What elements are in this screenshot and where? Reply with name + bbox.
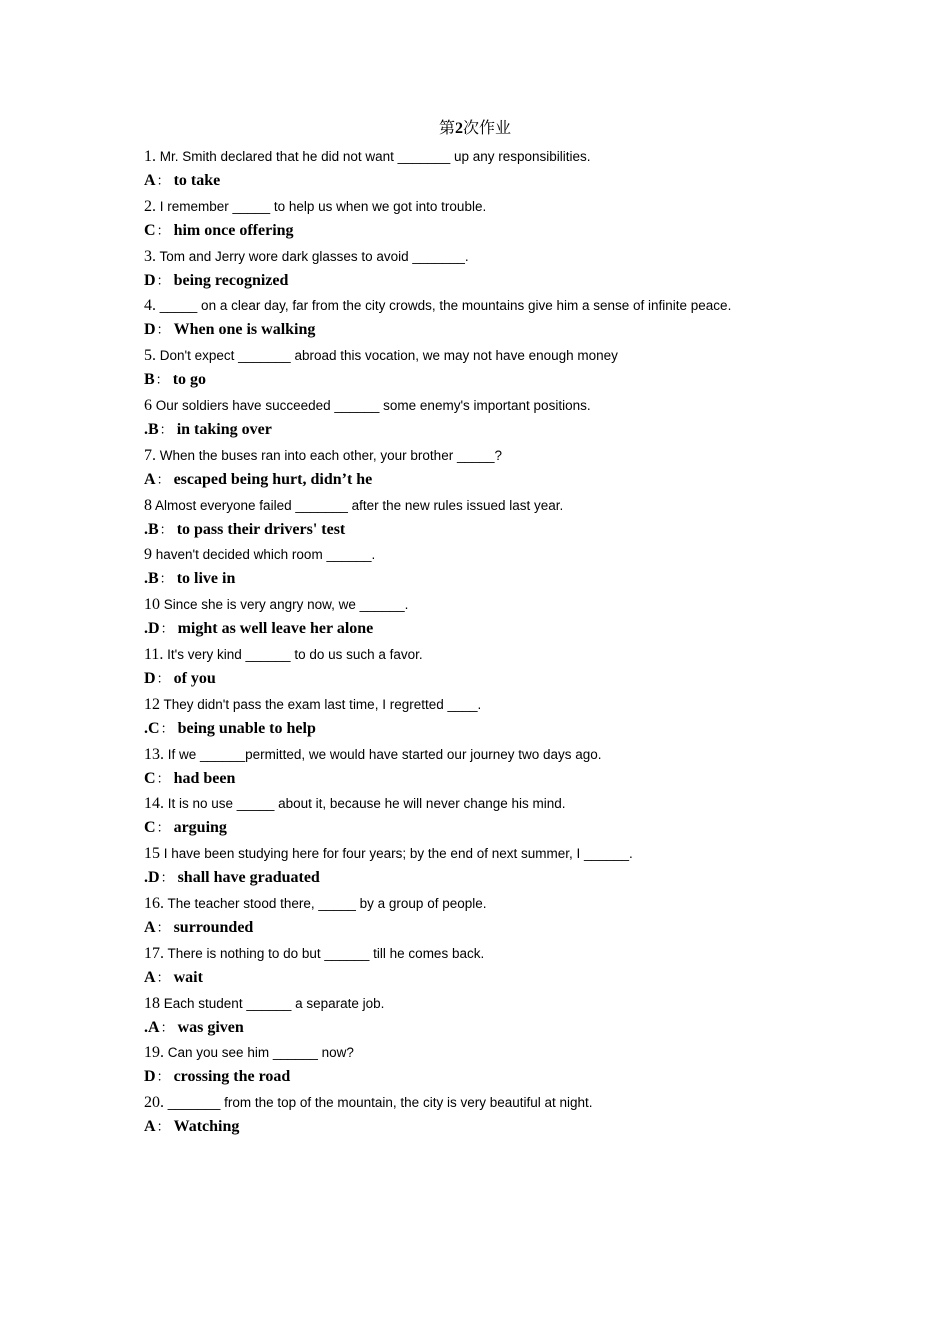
question-number: 15 [144, 845, 160, 863]
answer-separator: ： [156, 970, 170, 986]
answer-letter: .B [144, 570, 159, 588]
answer-letter: D [144, 271, 156, 289]
question-number: 7. [144, 446, 156, 464]
answer-line [144, 169, 220, 193]
question-line [144, 643, 423, 667]
question-text: haven't decided which room ______. [155, 547, 376, 563]
question-line [144, 743, 602, 767]
question-list [144, 145, 844, 1141]
question-item [144, 494, 844, 544]
question-number: 12 [144, 695, 160, 713]
question-number: 4. [144, 297, 156, 315]
answer-text: shall have graduated [177, 869, 320, 887]
question-item [144, 942, 844, 992]
answer-separator: ： [160, 1020, 174, 1036]
answer-letter: .A [144, 1018, 160, 1036]
question-item [144, 792, 844, 842]
question-item [144, 1091, 844, 1141]
question-line [144, 344, 618, 368]
answer-line [144, 1016, 244, 1040]
question-number: 13. [144, 745, 164, 763]
answer-line [144, 717, 316, 741]
question-number: 16. [144, 894, 164, 912]
answer-line [144, 269, 288, 293]
answer-separator: ： [156, 920, 170, 936]
answer-letter: .D [144, 620, 160, 638]
question-item [144, 195, 844, 245]
answer-line [144, 1065, 290, 1089]
answer-text: escaped being hurt, didn’t he [173, 470, 373, 488]
question-item [144, 394, 844, 444]
answer-letter: C [144, 221, 156, 239]
question-text: Tom and Jerry wore dark glasses to avoid _______. [159, 248, 469, 264]
question-line [144, 842, 633, 866]
answer-line [144, 667, 216, 691]
answer-line [144, 567, 235, 591]
question-line [144, 195, 486, 219]
question-line [144, 792, 566, 816]
question-item [144, 1041, 844, 1091]
question-item [144, 693, 844, 743]
answer-letter: C [144, 769, 156, 787]
question-line [144, 494, 563, 518]
answer-letter: A [144, 918, 156, 936]
answer-letter: .C [144, 719, 160, 737]
question-text: They didn't pass the exam last time, I regretted ____. [163, 696, 482, 712]
question-line [144, 543, 375, 567]
question-number: 8 [144, 496, 152, 514]
question-text: _____ on a clear day, far from the city crowds, the mountains give him a sense of infinite peace. [159, 298, 732, 314]
answer-line [144, 916, 253, 940]
question-text: Our soldiers have succeeded ______ some enemy's important positions. [155, 397, 591, 413]
answer-text: being unable to help [177, 719, 316, 737]
question-text: I remember _____ to help us when we got into trouble. [159, 198, 487, 214]
answer-separator: ： [160, 622, 174, 638]
answer-text: was given [177, 1018, 244, 1036]
answer-separator: ： [159, 572, 173, 588]
question-line [144, 444, 502, 468]
answer-text: surrounded [173, 918, 254, 936]
answer-text: had been [173, 769, 236, 787]
question-text: If we ______permitted, we would have started our journey two days ago. [167, 746, 602, 762]
question-item [144, 344, 844, 394]
question-line [144, 394, 591, 418]
answer-text: to pass their drivers' test [176, 520, 346, 538]
question-number: 17. [144, 944, 164, 962]
question-text: Since she is very angry now, we ______. [163, 597, 409, 613]
question-item [144, 992, 844, 1042]
answer-text: crossing the road [173, 1068, 291, 1086]
answer-letter: A [144, 1118, 156, 1136]
question-number: 19. [144, 1044, 164, 1062]
question-line [144, 892, 487, 916]
answer-text: to live in [176, 570, 236, 588]
answer-line [144, 966, 203, 990]
answer-text: might as well leave her alone [177, 620, 374, 638]
question-text: The teacher stood there, _____ by a group of people. [167, 895, 487, 911]
question-line [144, 1041, 354, 1065]
answer-separator: ： [156, 1070, 170, 1086]
question-line [144, 693, 481, 717]
question-text: When the buses ran into each other, your brother _____? [159, 447, 502, 463]
answer-line [144, 617, 373, 641]
answer-separator: ： [159, 422, 173, 438]
answer-line [144, 219, 294, 243]
answer-separator: ： [156, 821, 170, 837]
question-line [144, 245, 469, 269]
question-text: It is no use _____ about it, because he will never change his mind. [167, 796, 566, 812]
question-item [144, 245, 844, 295]
question-text: Mr. Smith declared that he did not want _______ up any responsibilities. [159, 149, 591, 164]
answer-letter: A [144, 470, 156, 488]
answer-separator: ： [155, 373, 169, 389]
answer-separator: ： [156, 174, 170, 189]
answer-separator: ： [156, 1120, 170, 1136]
question-number: 6 [144, 396, 152, 414]
question-item [144, 294, 844, 344]
answer-letter: A [144, 968, 156, 986]
answer-text: arguing [173, 819, 227, 837]
answer-text: When one is walking [173, 321, 316, 339]
answer-text: wait [173, 968, 203, 986]
question-item [144, 892, 844, 942]
question-text: It's very kind ______ to do us such a favor. [167, 646, 423, 662]
title-suffix: 次作业 [463, 118, 512, 137]
answer-line [144, 866, 320, 890]
answer-separator: ： [156, 472, 170, 488]
answer-line [144, 418, 272, 442]
question-number: 2. [144, 197, 156, 215]
question-item [144, 842, 844, 892]
question-line [144, 593, 408, 617]
answer-text: him once offering [173, 221, 294, 239]
answer-letter: D [144, 1068, 156, 1086]
question-text: There is nothing to do but ______ till he comes back. [167, 945, 485, 961]
question-item [144, 444, 844, 494]
title-prefix: 第 [438, 118, 455, 137]
question-item [144, 643, 844, 693]
question-number: 20. [144, 1094, 164, 1112]
question-item [144, 543, 844, 593]
question-number: 3. [144, 247, 156, 265]
question-item [144, 743, 844, 793]
answer-letter: D [144, 321, 156, 339]
answer-line [144, 318, 315, 342]
answer-letter: .B [144, 520, 159, 538]
answer-letter: D [144, 669, 156, 687]
answer-line [144, 468, 372, 492]
question-item [144, 145, 844, 195]
question-text: I have been studying here for four years; by the end of next summer, I ______. [163, 846, 633, 862]
question-number: 18 [144, 994, 160, 1012]
title-number: 2 [455, 120, 463, 137]
answer-line [144, 518, 345, 542]
question-text: Don't expect _______ abroad this vocation, we may not have enough money [159, 348, 618, 364]
answer-separator: ： [156, 323, 170, 339]
question-line [144, 294, 731, 318]
answer-letter: .B [144, 420, 159, 438]
answer-text: being recognized [173, 271, 289, 289]
answer-line [144, 816, 227, 840]
answer-separator: ： [156, 671, 170, 687]
answer-separator: ： [156, 273, 170, 289]
answer-separator: ： [160, 721, 174, 737]
question-number: 9 [144, 546, 152, 564]
answer-text: in taking over [176, 420, 272, 438]
question-line [144, 145, 591, 169]
answer-separator: ： [159, 522, 173, 538]
question-number: 10 [144, 596, 160, 614]
question-line [144, 992, 384, 1016]
question-text: Each student ______ a separate job. [163, 995, 385, 1011]
question-text: Almost everyone failed _______ after the new rules issued last year. [155, 497, 564, 513]
answer-separator: ： [160, 871, 174, 887]
question-number: 1. [144, 148, 156, 165]
answer-separator: ： [156, 771, 170, 787]
answer-text: Watching [173, 1118, 240, 1136]
question-number: 5. [144, 347, 156, 365]
answer-line [144, 767, 235, 791]
question-line [144, 1091, 593, 1115]
question-text: Can you see him ______ now? [167, 1045, 354, 1061]
question-line [144, 942, 484, 966]
answer-line [144, 368, 206, 392]
answer-text: to go [172, 371, 207, 389]
question-text: _______ from the top of the mountain, the city is very beautiful at night. [167, 1095, 593, 1111]
answer-letter: A [144, 172, 156, 189]
question-number: 11. [144, 645, 164, 663]
answer-letter: C [144, 819, 156, 837]
answer-line [144, 1115, 239, 1139]
answer-letter: B [144, 371, 155, 389]
answer-text: to take [173, 172, 221, 189]
answer-separator: ： [156, 223, 170, 239]
answer-text: of you [173, 669, 216, 687]
question-number: 14. [144, 795, 164, 813]
question-item [144, 593, 844, 643]
page-title [0, 117, 950, 140]
answer-letter: .D [144, 869, 160, 887]
